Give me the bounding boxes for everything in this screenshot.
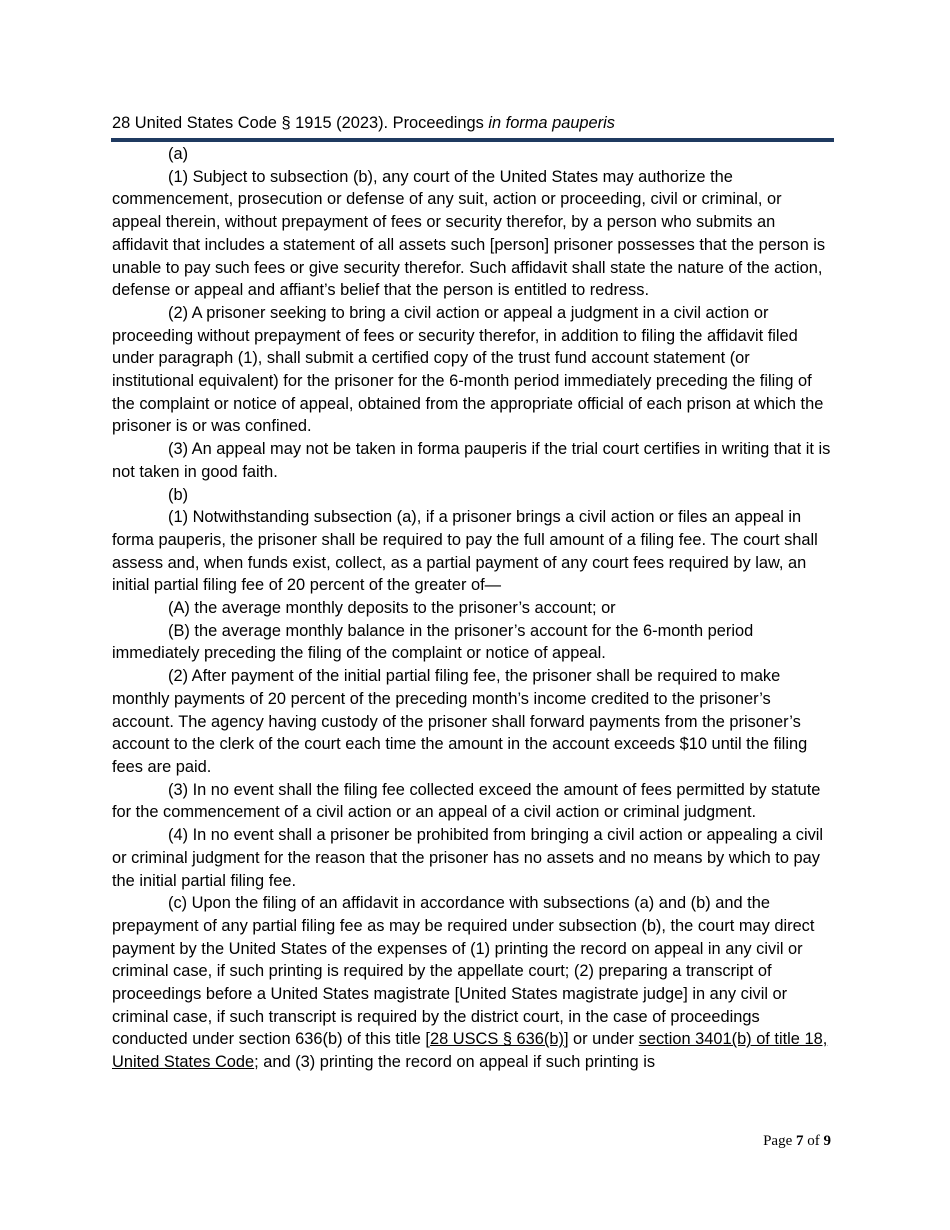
- paragraph-c-text-3: ; and (3) printing the record on appeal if such printing is: [254, 1053, 656, 1072]
- subsection-a-heading: (a): [168, 145, 189, 163]
- header-rule: [111, 138, 834, 142]
- page-number: [763, 1133, 831, 1150]
- paragraph-b3: (3) In no event shall the filing fee collected exceed the amount of fees permitted by statute for the commencement of a civil action or an appeal of a civil action or criminal judgment.: [112, 780, 821, 822]
- page-word: Page: [763, 1133, 796, 1149]
- header-title-italic: in forma pauperis: [488, 114, 615, 132]
- of-word: of: [803, 1133, 824, 1149]
- header-title: 28 United States Code § 1915 (2023). Proceedings: [112, 114, 489, 132]
- paragraph-c-text-1: (c) Upon the filing of an affidavit in accordance with subsections (a) and (b) and the prepayment of any partial filing fee as may be required under subsection (b), the court may direct payment by the United States of the expenses of (1) printing the record on appeal in any civil or criminal case, if such printing is required by the appellate court; (2) preparing a transcript of proceedings before a United States magistrate [United States magistrate judge] in any civil or criminal case, if such transcript is required by the district court, in the case of proceedings conducted under section 636(b) of this title [: [112, 894, 815, 1049]
- subsection-b-heading: (b): [168, 485, 189, 504]
- paragraph-b1b: (B) the average monthly balance in the prisoner’s account for the 6-month period immediately preceding the filing of the complaint or notice of appeal.: [112, 621, 754, 663]
- citation-link-18-usc-3401b[interactable]: section 3401(b) of title 18, United States Code: [112, 1030, 828, 1072]
- statute-body: [112, 143, 834, 1074]
- paragraph-a1: (1) Subject to subsection (b), any court of the United States may authorize the commencement, prosecution or defense of any suit, action or proceeding, civil or criminal, or appeal therein, without prepayment of fees or security therefor, by a person who submits an affidavit that includes a statement of all assets such [person] prisoner possesses that the person is unable to pay such fees or give security therefor. Such affidavit shall state the nature of the action, defense or appeal and affiant’s belief that the person is entitled to redress.: [112, 167, 826, 300]
- paragraph-a3: (3) An appeal may not be taken in forma pauperis if the trial court certifies in writing that it is not taken in good faith.: [112, 440, 831, 481]
- paragraph-b1a: (A) the average monthly deposits to the prisoner’s account; or: [168, 599, 616, 618]
- paragraph-c: [112, 892, 834, 1074]
- citation-link-28-usc-636b[interactable]: 28 USCS § 636(b): [430, 1030, 564, 1049]
- total-pages: 9: [823, 1133, 831, 1149]
- current-page: 7: [796, 1133, 804, 1149]
- paragraph-b1: (1) Notwithstanding subsection (a), if a prisoner brings a civil action or files an appeal in forma pauperis, the prisoner shall be required to pay the full amount of a filing fee. The court shall assess and, when funds exist, collect, as a partial payment of any court fees required by law, an initial partial filing fee of 20 percent of the greater of—: [112, 508, 818, 595]
- paragraph-b4: (4) In no event shall a prisoner be prohibited from bringing a civil action or appealing a civil or criminal judgment for the reason that the prisoner has no assets and no means by which to pay the initial partial filing fee.: [112, 826, 824, 890]
- paragraph-a2: (2) A prisoner seeking to bring a civil action or appeal a judgment in a civil action or proceeding without prepayment of fees or security therefor, in addition to filing the affidavit filed under paragraph (1), shall submit a certified copy of the trust fund account statement (or institutional equivalent) for the prisoner for the 6-month period immediately preceding the filing of the complaint or notice of appeal, obtained from the appropriate official of each prison at which the prisoner is or was confined.: [112, 303, 824, 436]
- page-header: [112, 111, 834, 135]
- paragraph-c-text-2: ] or under: [563, 1030, 639, 1049]
- paragraph-b2: (2) After payment of the initial partial filing fee, the prisoner shall be required to make monthly payments of 20 percent of the preceding month’s income credited to the prisoner’s account. The agency having custody of the prisoner shall forward payments from the prisoner’s account to the clerk of the court each time the amount in the account exceeds $10 until the filing fees are paid.: [112, 667, 808, 776]
